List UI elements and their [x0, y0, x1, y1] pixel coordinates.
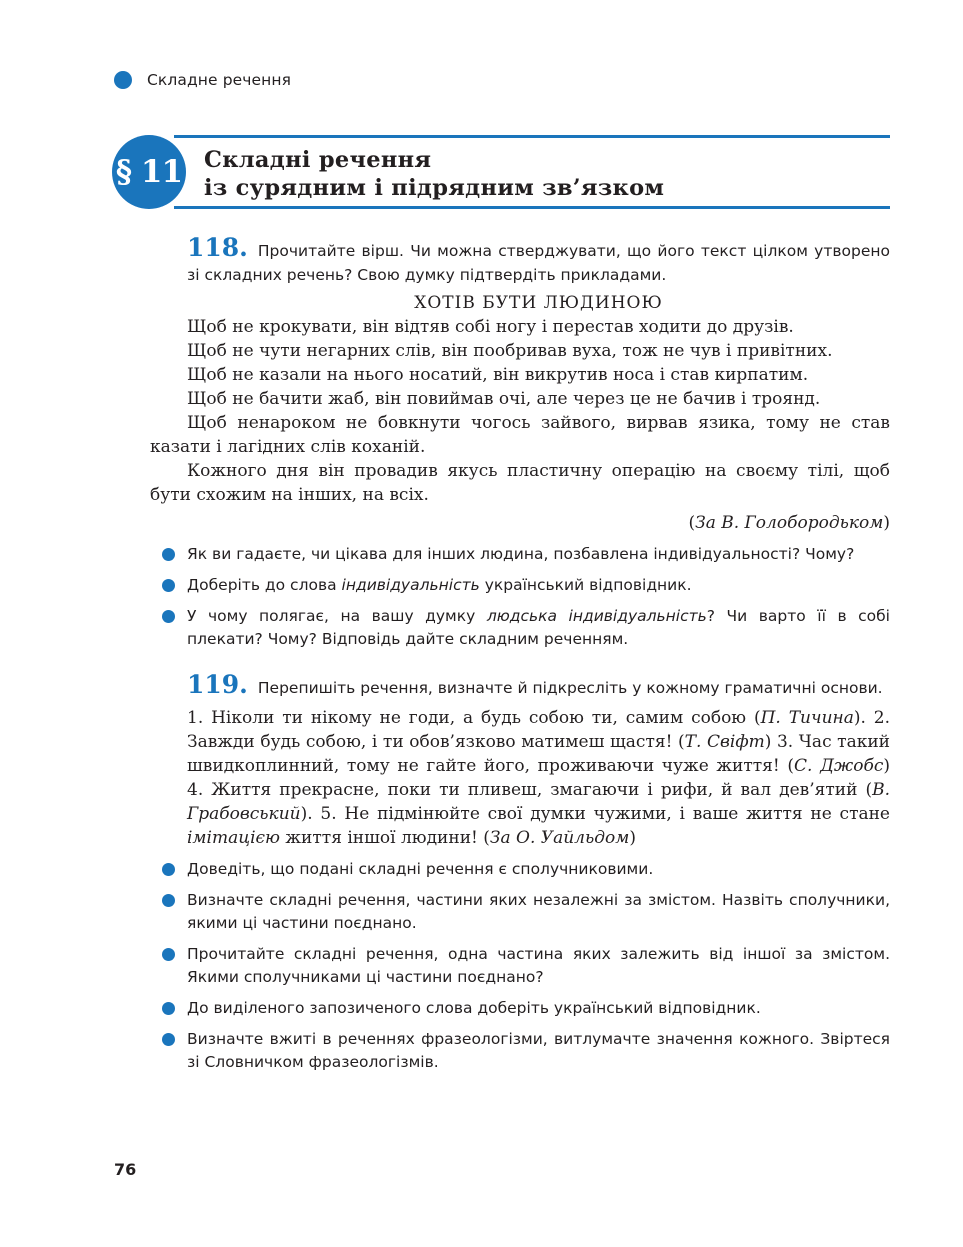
exercise-instruction: Перепишіть речення, визначте й підкресліть у кожному граматичні основи. — [257, 679, 883, 697]
exercise-118-heading — [187, 233, 890, 287]
heading-rule-bottom — [174, 206, 890, 209]
exercise-instruction: Прочитайте вірш. Чи можна стверджувати, що його текст цілком утворено зі складних речень? Свою думку підтвердіть прикладами. — [187, 242, 890, 284]
exercise-number: 118. — [187, 233, 248, 262]
task-item: Як ви гадаєте, чи цікава для інших людина, позбавлена індивідуальності? Чому? — [187, 543, 890, 566]
poem-text — [150, 315, 890, 507]
task-item: Доберіть до слова індивідуальність український відповідник. — [187, 574, 890, 597]
bullet-icon — [162, 610, 175, 623]
bullet-icon — [162, 894, 175, 907]
exercise-118-tasks — [187, 543, 890, 651]
poem-title: ХОТІВ БУТИ ЛЮДИНОЮ — [414, 293, 663, 313]
running-header — [114, 71, 291, 89]
bullet-icon — [162, 548, 175, 561]
bullet-icon — [162, 579, 175, 592]
page-number: 76 — [114, 1160, 137, 1179]
paragraph-title — [204, 146, 664, 202]
task-item: Прочитайте складні речення, одна частина яких залежить від іншої за змістом. Якими сполучниками ці частини поєднано? — [187, 943, 890, 989]
paragraph-heading — [112, 135, 890, 209]
exercise-number: 119. — [187, 670, 248, 699]
bullet-icon — [162, 863, 175, 876]
header-bullet-icon — [114, 71, 132, 89]
section-name: Складне речення — [147, 71, 292, 89]
highlighted-word: імітацією — [187, 828, 281, 848]
paragraph-title-line2: із сурядним і підрядним зв’язком — [204, 175, 665, 201]
task-item: Визначте складні речення, частини яких незалежні за змістом. Назвіть сполучники, якими ці частини поєднано. — [187, 889, 890, 935]
task-item: До виділеного запозиченого слова доберіть український відповідник. — [187, 997, 890, 1020]
bullet-icon — [162, 1033, 175, 1046]
bullet-icon — [162, 1002, 175, 1015]
poem-source: (За В. Голобородьком) — [688, 513, 890, 533]
paragraph-number: § 11 — [115, 154, 183, 190]
poem-line: Щоб не казали на нього носатий, він викрутив носа і став кирпатим. — [187, 365, 809, 385]
poem-line: Щоб не крокувати, він відтяв собі ногу і перестав ходити до друзів. — [187, 317, 794, 337]
page-content — [150, 233, 891, 1074]
exercise-119-heading — [187, 670, 890, 700]
paragraph-title-line1: Складні речення — [204, 147, 432, 173]
poem-line: Кожного дня він провадив якусь пластичну операцію на своєму тілі, щоб бути схожим на інших, на всіх. — [150, 461, 890, 505]
paragraph-badge — [112, 135, 186, 209]
heading-rule-top — [174, 135, 890, 138]
source-author: За В. Голобородьком — [695, 513, 884, 533]
exercise-119-sentences: 1. Ніколи ти нікому не годи, а будь собою ти, самим собою (П. Тичина). 2. Завжди будь собою, і ти обов’язково матимеш щастя! (Т. Свіфт) 3. Час такий швидкоплинний, тому не гайте його, проживаючи чуже життя! (С. Джобс) 4. Життя прекрасне, поки ти пливеш, змагаючи і рифи, й вал дев’ятий (В. Грабовський). 5. Не підмінюйте свої думки чужими, і ваше життя не стане імітацією життя іншої людини! (За О. Уайльдом) — [187, 708, 891, 848]
poem-line: Щоб не чути негарних слів, він пообривав вуха, тож не чув і привітних. — [187, 341, 833, 361]
task-item: Визначте вжиті в реченнях фразеологізми, витлумачте значення кожного. Звіртеся зі Словничком фразеологізмів. — [187, 1028, 890, 1074]
task-item: У чому полягає, на вашу думку людська індивідуальність? Чи варто її в собі плекати? Чому? Відповідь дайте складним реченням. — [187, 605, 890, 651]
poem-line: Щоб не бачити жаб, він повиймав очі, але через це не бачив і троянд. — [187, 389, 821, 409]
exercise-119-tasks — [187, 858, 890, 1074]
poem-line: Щоб ненароком не бовкнути чогось зайвого, вирвав язика, тому не став казати і лагідних слів коханій. — [150, 413, 890, 457]
task-item: Доведіть, що подані складні речення є сполучниковими. — [187, 858, 890, 881]
bullet-icon — [162, 948, 175, 961]
